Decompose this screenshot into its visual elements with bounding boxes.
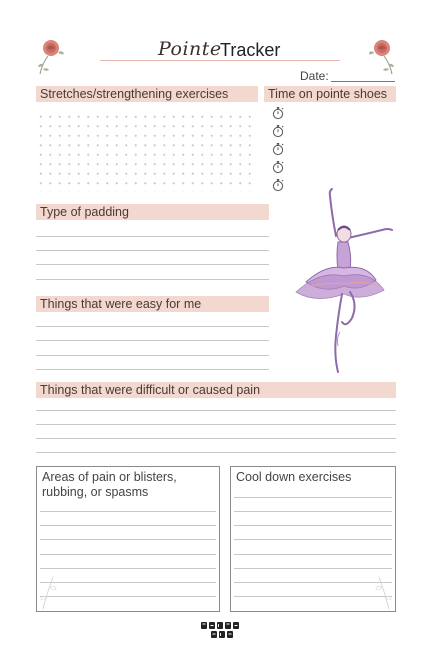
easy-line[interactable] [36,369,269,370]
cooldown-line[interactable] [234,554,392,555]
padding-line[interactable] [36,264,269,265]
cooldown-line[interactable] [234,568,392,569]
stopwatch-icon [271,124,285,138]
pain-line[interactable] [40,511,216,512]
title-underline [100,60,340,61]
stopwatch-icon [271,178,285,192]
cooldown-line[interactable] [234,539,392,540]
pain-line[interactable] [40,568,216,569]
rose-right-icon [368,36,398,76]
pain-line[interactable] [40,554,216,555]
leaf-sprig-icon [373,575,393,609]
padding-line[interactable] [36,236,269,237]
padding-header: Type of padding [36,204,269,220]
stretches-header: Stretches/strengthening exercises [36,86,258,102]
easy-line[interactable] [36,355,269,356]
page-title: Tracker [220,40,281,60]
difficult-line[interactable] [36,438,396,439]
pain-line[interactable] [40,525,216,526]
cooldown-label: Cool down exercises [236,470,352,484]
cooldown-line[interactable] [234,511,392,512]
cooldown-box[interactable] [230,466,396,612]
cooldown-line[interactable] [234,596,392,597]
date-field[interactable] [331,81,395,82]
title-script: Pointe [158,38,222,60]
leaf-sprig-icon [39,575,59,609]
difficult-line[interactable] [36,410,396,411]
cooldown-line[interactable] [234,497,392,498]
difficult-line[interactable] [36,424,396,425]
ballerina-illustration [286,186,398,376]
stopwatch-icon [271,106,285,120]
date-label: Date: [300,69,329,83]
difficult-header: Things that were difficult or caused pain [36,382,396,398]
rose-left-icon [36,36,66,76]
pain-line[interactable] [40,596,216,597]
pain-areas-label: Areas of pain or blisters, rubbing, or spasms [42,470,177,499]
pain-line[interactable] [40,539,216,540]
stopwatch-icon [271,142,285,156]
time-on-pointe-header: Time on pointe shoes [264,86,396,102]
padding-line[interactable] [36,279,269,280]
stopwatch-icon [271,160,285,174]
cooldown-line[interactable] [234,582,392,583]
cooldown-line[interactable] [234,525,392,526]
stretches-dot-grid[interactable] [36,112,258,192]
difficult-line[interactable] [36,452,396,453]
easy-line[interactable] [36,340,269,341]
pain-line[interactable] [40,582,216,583]
pain-areas-box[interactable] [36,466,220,612]
easy-line[interactable] [36,326,269,327]
easy-header: Things that were easy for me [36,296,269,312]
brand-logo [200,621,240,639]
padding-line[interactable] [36,250,269,251]
